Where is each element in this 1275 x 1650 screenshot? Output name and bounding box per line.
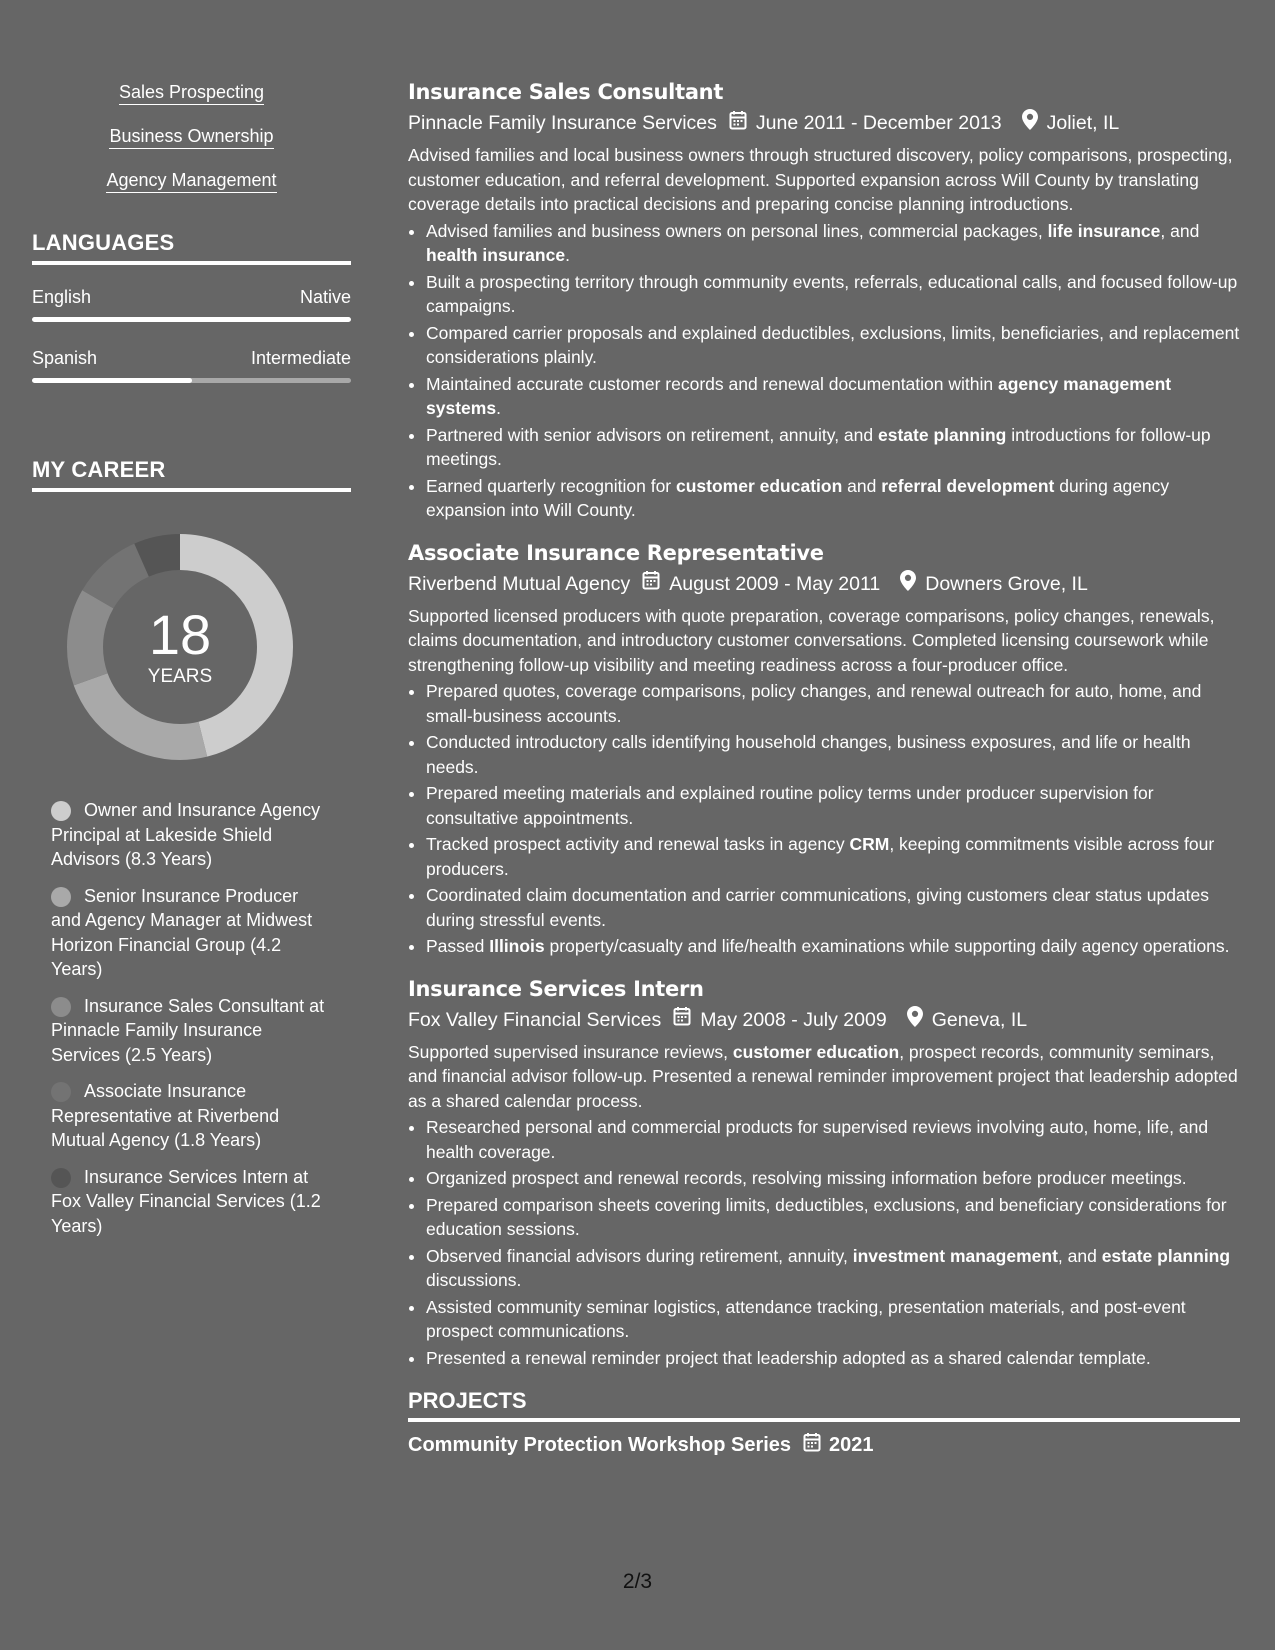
job-meta	[408, 109, 1240, 137]
legend-label: Owner and Insurance Agency Principal at Lakeside Shield Advisors (8.3 Years)	[51, 800, 321, 869]
main-content	[408, 78, 1240, 1458]
legend-dot	[51, 887, 71, 907]
job-bullet: • Assisted community seminar logistics, attendance tracking, presentation materials, and post-event prospect communications.	[426, 1295, 1240, 1344]
job-meta	[408, 570, 1240, 598]
job-bullet: • Researched personal and commercial products for supervised reviews involving auto, home, life, and health coverage.	[426, 1115, 1240, 1164]
legend-label: Associate Insurance Representative at Riverbend Mutual Agency (1.8 Years)	[51, 1081, 280, 1150]
career-legend-item	[51, 1079, 331, 1153]
job-location: Downers Grove, IL	[925, 572, 1088, 595]
legend-dot	[51, 1168, 71, 1188]
projects-section	[408, 1388, 1240, 1458]
location-pin-icon	[1022, 109, 1047, 137]
career-legend-item	[51, 884, 331, 982]
job-bullets	[408, 219, 1240, 523]
job-bullet: • Prepared quotes, coverage comparisons, policy changes, and renewal outreach for auto, home, and small-business accounts.	[426, 679, 1240, 728]
job-bullet: • Compared carrier proposals and explained deductibles, exclusions, limits, beneficiaries, and replacement considerations plainly.	[426, 321, 1240, 370]
career-total-years: 18	[148, 603, 212, 666]
career-donut-chart	[65, 532, 295, 762]
languages-heading: LANGUAGES	[32, 230, 351, 265]
skill-label: Business Ownership	[109, 126, 273, 149]
job-bullet: • Coordinated claim documentation and carrier communications, giving customers clear status updates during stressful events.	[426, 883, 1240, 932]
legend-dot	[51, 801, 71, 821]
job-entry	[408, 975, 1240, 1371]
job-summary: Supported licensed producers with quote preparation, coverage comparisons, policy changes, renewals, claims documentation, and introductory customer conversations. Completed licensing coursework while strengthening follow-up visibility and meeting readiness across a four-producer office.	[408, 605, 1215, 675]
language-proficiency-bar	[32, 317, 351, 322]
job-entry	[408, 539, 1240, 959]
job-company: Fox Valley Financial Services	[408, 1008, 662, 1031]
skill-label: Sales Prospecting	[119, 82, 264, 105]
language-proficiency-fill	[32, 378, 192, 383]
job-bullet: • Prepared meeting materials and explained routine policy terms under producer supervision for consultative appointments.	[426, 781, 1240, 830]
job-bullets	[408, 1115, 1240, 1370]
job-bullet: • Maintained accurate customer records and renewal documentation within agency management systems.	[426, 372, 1240, 421]
job-bullet: • Tracked prospect activity and renewal tasks in agency CRM, keeping commitments visible across four producers.	[426, 832, 1240, 881]
language-proficiency-bar	[32, 378, 351, 383]
career-legend-item	[51, 1165, 331, 1239]
calendar-icon	[791, 1432, 829, 1458]
language-name: English	[32, 287, 92, 307]
calendar-icon	[642, 570, 669, 597]
calendar-icon	[673, 1006, 700, 1033]
job-bullet: • Passed Illinois property/casualty and life/health examinations while supporting daily agency operations.	[426, 934, 1240, 959]
projects-heading: PROJECTS	[408, 1388, 1240, 1422]
career-section	[32, 457, 351, 1238]
language-name: Spanish	[32, 348, 98, 368]
skill-item	[32, 80, 351, 106]
job-dates: June 2011 - December 2013	[755, 112, 1002, 134]
job-dates: August 2009 - May 2011	[669, 572, 881, 595]
donut-center	[65, 532, 295, 762]
job-company: Pinnacle Family Insurance Services	[408, 112, 717, 134]
project-item	[408, 1432, 1240, 1458]
job-entry	[408, 78, 1240, 523]
job-title: Insurance Services Intern	[408, 976, 704, 1001]
skill-item	[32, 124, 351, 150]
job-dates: May 2008 - July 2009	[700, 1008, 887, 1031]
job-bullet: • Presented a renewal reminder project that leadership adopted as a shared calendar template.	[426, 1346, 1240, 1371]
language-level: Intermediate	[250, 348, 351, 368]
career-legend-item	[51, 994, 331, 1068]
career-heading: MY CAREER	[32, 457, 351, 492]
skill-item	[32, 168, 351, 194]
language-level: Native	[299, 287, 351, 307]
location-pin-icon	[900, 570, 925, 598]
skill-label: Agency Management	[106, 170, 276, 193]
job-title: Insurance Sales Consultant	[408, 80, 724, 104]
job-bullet: • Conducted introductory calls identifying household changes, business exposures, and life or health needs.	[426, 730, 1240, 779]
job-bullets	[408, 679, 1240, 959]
job-location: Geneva, IL	[931, 1008, 1028, 1031]
job-title: Associate Insurance Representative	[408, 540, 824, 565]
project-year: 2021	[829, 1433, 874, 1456]
languages-section	[32, 230, 351, 383]
job-bullet: • Advised families and business owners on personal lines, commercial packages, life insurance, and health insurance.	[426, 219, 1240, 268]
job-bullet: • Prepared comparison sheets covering limits, deductibles, exclusions, and beneficiary considerations for education sessions.	[426, 1193, 1240, 1242]
calendar-icon	[729, 110, 756, 137]
job-bullet: • Earned quarterly recognition for customer education and referral development during agency expansion into Will County.	[426, 474, 1240, 523]
job-bullet: • Organized prospect and renewal records, resolving missing information before producer meetings.	[426, 1166, 1240, 1191]
legend-label: Senior Insurance Producer and Agency Manager at Midwest Horizon Financial Group (4.2 Years)	[51, 885, 313, 979]
legend-dot	[51, 997, 71, 1017]
language-item	[32, 287, 351, 322]
job-summary: Advised families and local business owners through structured discovery, policy comparisons, prospecting, customer education, and referral development. Supported expansion across Will County by translating coverage details into practical decisions and preparing concise planning introductions.	[408, 145, 1233, 214]
job-location: Joliet, IL	[1046, 112, 1120, 134]
page-number: 2/3	[622, 1570, 653, 1593]
project-name: Community Protection Workshop Series	[408, 1433, 792, 1456]
sidebar	[32, 80, 351, 1250]
job-bullet: • Partnered with senior advisors on retirement, annuity, and estate planning introductions for follow-up meetings.	[426, 423, 1240, 472]
legend-label: Insurance Sales Consultant at Pinnacle Family Insurance Services (2.5 Years)	[51, 995, 325, 1065]
job-summary: Supported supervised insurance reviews, customer education, prospect records, community seminars, and financial advisor follow-up. Presented a renewal reminder improvement project that leadership adopted as a shared calendar process.	[408, 1041, 1238, 1111]
career-legend	[51, 798, 331, 1238]
legend-label: Insurance Services Intern at Fox Valley Financial Services (1.2 Years)	[51, 1166, 321, 1236]
language-proficiency-fill	[32, 317, 351, 322]
job-bullet: • Observed financial advisors during retirement, annuity, investment management, and estate planning discussions.	[426, 1244, 1240, 1293]
location-pin-icon	[907, 1006, 932, 1034]
career-total-unit: YEARS	[147, 666, 213, 687]
skills-list	[32, 80, 351, 194]
job-company: Riverbend Mutual Agency	[408, 572, 631, 595]
career-legend-item	[51, 798, 331, 872]
legend-dot	[51, 1082, 71, 1102]
job-meta	[408, 1006, 1240, 1034]
language-item	[32, 348, 351, 383]
job-bullet: • Built a prospecting territory through community events, referrals, educational calls, and focused follow-up campaigns.	[426, 270, 1240, 319]
